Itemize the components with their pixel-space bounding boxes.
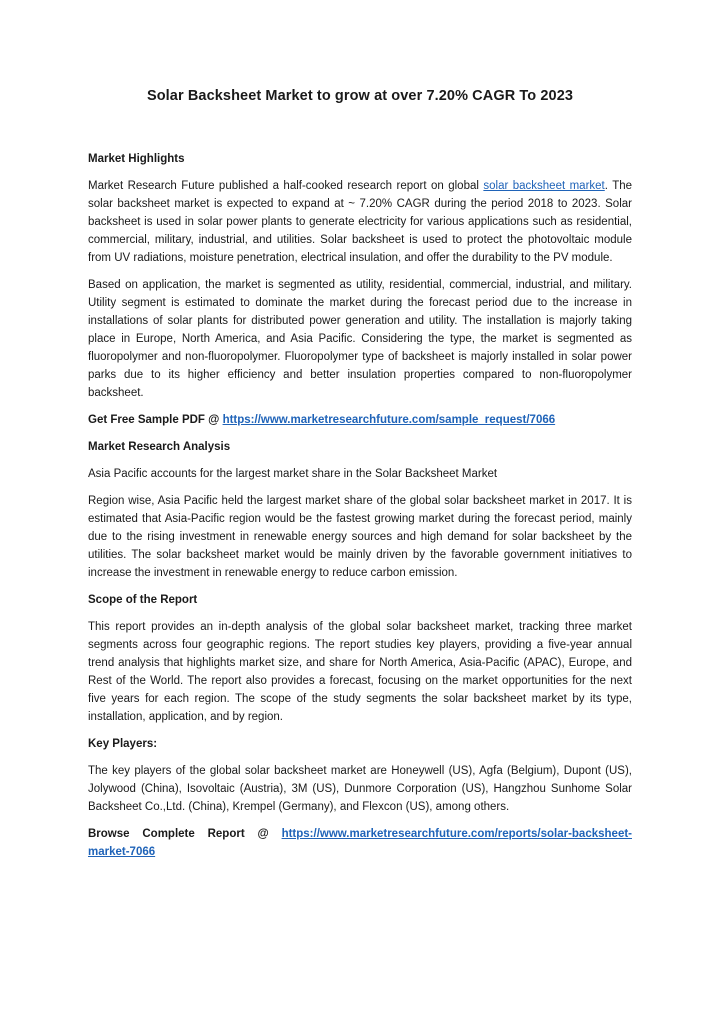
paragraph-text: . The solar backsheet market is expected to expand at ~ 7.20% CAGR during the period 2018 to 2023. Solar backsheet is used in solar power plants to generate electricity for various applications such as residential, commercial, military, industrial, and utilities. Solar backsheet is used to protect the photovoltaic module from UV radiations, moisture penetration, electrical insulation, and offer the durability to the PV module. bbox=[88, 180, 633, 264]
paragraph-scope: This report provides an in-depth analysis of the global solar backsheet market, tracking three market segments across four geographic regions. The report studies key players, providing a five-year annual trend analysis that highlights market size, and share for North America, Asia-Pacific (APAC), Europe, and Rest of the World. The report also provides a forecast, focusing on the market opportunities for the next five years for each region. The scope of the study segments the solar backsheet market by its type, installation, application, and by region. bbox=[88, 621, 632, 723]
sample-pdf-line bbox=[88, 411, 632, 429]
paragraph-application: Based on application, the market is segmented as utility, residential, commercial, industrial, and military. Utility segment is estimated to dominate the market during the forecast period due to the increase in installations of solar plants for distributed power generation and utility. The installation is majorly taking place in Europe, North America, and Asia Pacific. Considering the type, the market is segmented as fluoropolymer and non-fluoropolymer. Fluoropolymer type of backsheet is majorly installed in solar power parks due to its higher efficiency and better insulation properties compared to non-fluoropolymer backsheet. bbox=[88, 279, 632, 399]
heading-key-players: Key Players: bbox=[88, 738, 158, 750]
sample-request-link[interactable]: https://www.marketresearchfuture.com/sample_request/7066 bbox=[222, 414, 556, 426]
page-title: Solar Backsheet Market to grow at over 7.20% CAGR To 2023 bbox=[146, 88, 574, 104]
heading-market-research-analysis: Market Research Analysis bbox=[88, 441, 231, 453]
heading-scope: Scope of the Report bbox=[88, 594, 198, 606]
paragraph-highlights bbox=[88, 177, 632, 267]
analysis-subheading: Asia Pacific accounts for the largest market share in the Solar Backsheet Market bbox=[88, 468, 498, 480]
solar-backsheet-market-link[interactable]: solar backsheet market bbox=[483, 180, 605, 192]
paragraph-region: Region wise, Asia Pacific held the largest market share of the global solar backsheet market in 2017. It is estimated that Asia-Pacific region would be the fastest growing market during the forecast period, mainly due to the rising investment in renewable energy sources and high demand for solar backsheet by the utilities. The solar backsheet market would be mainly driven by the favorable government initiatives to increase the investment in renewable energy to reduce carbon emission. bbox=[88, 495, 632, 579]
browse-report-line bbox=[88, 825, 632, 861]
paragraph-text: Market Research Future published a half-cooked research report on global bbox=[88, 180, 484, 192]
heading-market-highlights: Market Highlights bbox=[88, 153, 185, 165]
complete-report-link[interactable]: https://www.marketresearchfuture.com/reports/solar-backsheet-market-7066 bbox=[88, 828, 632, 858]
browse-report-label: Browse Complete Report @ bbox=[88, 828, 282, 840]
paragraph-key-players: The key players of the global solar backsheet market are Honeywell (US), Agfa (Belgium), Dupont (US), Jolywood (China), Isovoltaic (Austria), 3M (US), Dunmore Corporation (US), Hangzhou Sunhome Solar Backsheet Co.,Ltd. (China), Krempel (Germany), and Flexcon (US), among others. bbox=[88, 765, 632, 813]
sample-pdf-label: Get Free Sample PDF @ bbox=[88, 414, 223, 426]
